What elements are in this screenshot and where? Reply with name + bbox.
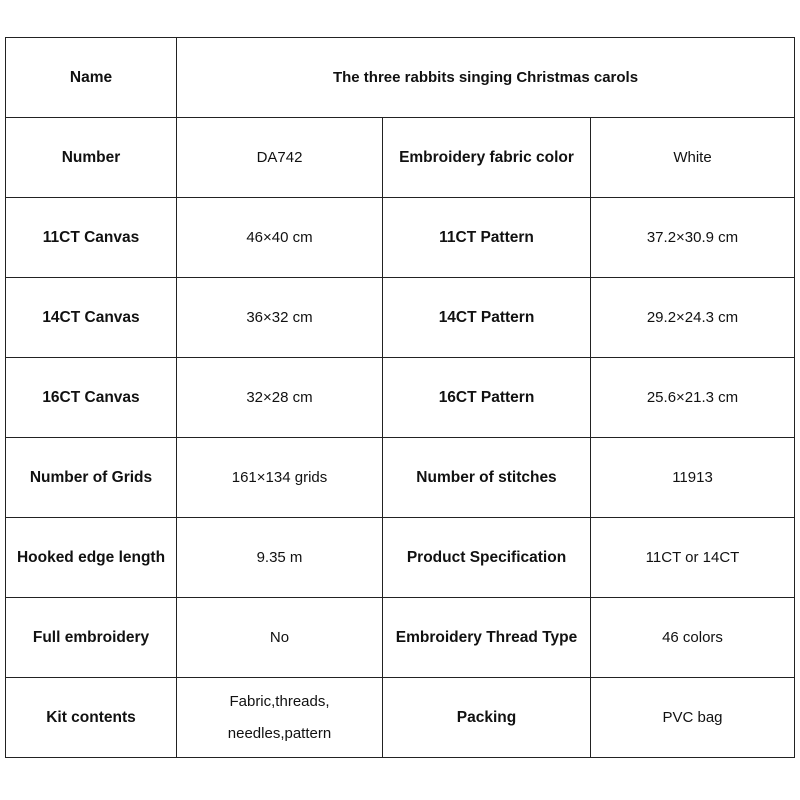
table-row [6, 358, 795, 438]
packing-value: PVC bag [591, 678, 795, 758]
number-value: DA742 [177, 118, 383, 198]
canvas-16ct-label: 16CT Canvas [6, 358, 177, 438]
stitches-value: 11913 [591, 438, 795, 518]
table-row [6, 118, 795, 198]
pattern-16ct-label: 16CT Pattern [383, 358, 591, 438]
product-name-value: The three rabbits singing Christmas carols [177, 38, 795, 118]
table-row [6, 438, 795, 518]
fabric-color-label: Embroidery fabric color [383, 118, 591, 198]
pattern-14ct-label: 14CT Pattern [383, 278, 591, 358]
stitches-label: Number of stitches [383, 438, 591, 518]
canvas-11ct-label: 11CT Canvas [6, 198, 177, 278]
table-row-name [6, 38, 795, 118]
hooked-edge-value: 9.35 m [177, 518, 383, 598]
table-row [6, 518, 795, 598]
specification-label: Product Specification [383, 518, 591, 598]
product-spec-table [5, 37, 795, 758]
table-row [6, 598, 795, 678]
table-row [6, 678, 795, 758]
specification-value: 11CT or 14CT [591, 518, 795, 598]
thread-type-label: Embroidery Thread Type [383, 598, 591, 678]
kit-contents-line-2: needles,pattern [227, 724, 332, 742]
canvas-16ct-value: 32×28 cm [177, 358, 383, 438]
canvas-14ct-label: 14CT Canvas [6, 278, 177, 358]
full-embroidery-label: Full embroidery [6, 598, 177, 678]
table-row [6, 198, 795, 278]
pattern-11ct-value: 37.2×30.9 cm [591, 198, 795, 278]
pattern-14ct-value: 29.2×24.3 cm [591, 278, 795, 358]
packing-label: Packing [383, 678, 591, 758]
kit-contents-label: Kit contents [6, 678, 177, 758]
kit-contents-value [177, 678, 383, 758]
grids-label: Number of Grids [6, 438, 177, 518]
name-label: Name [6, 38, 177, 118]
pattern-16ct-value: 25.6×21.3 cm [591, 358, 795, 438]
grids-value: 161×134 grids [177, 438, 383, 518]
full-embroidery-value: No [177, 598, 383, 678]
number-label: Number [6, 118, 177, 198]
hooked-edge-label: Hooked edge length [6, 518, 177, 598]
canvas-11ct-value: 46×40 cm [177, 198, 383, 278]
thread-type-value: 46 colors [591, 598, 795, 678]
kit-contents-line-1: Fabric,threads, [229, 692, 330, 710]
fabric-color-value: White [591, 118, 795, 198]
pattern-11ct-label: 11CT Pattern [383, 198, 591, 278]
table-row [6, 278, 795, 358]
canvas-14ct-value: 36×32 cm [177, 278, 383, 358]
